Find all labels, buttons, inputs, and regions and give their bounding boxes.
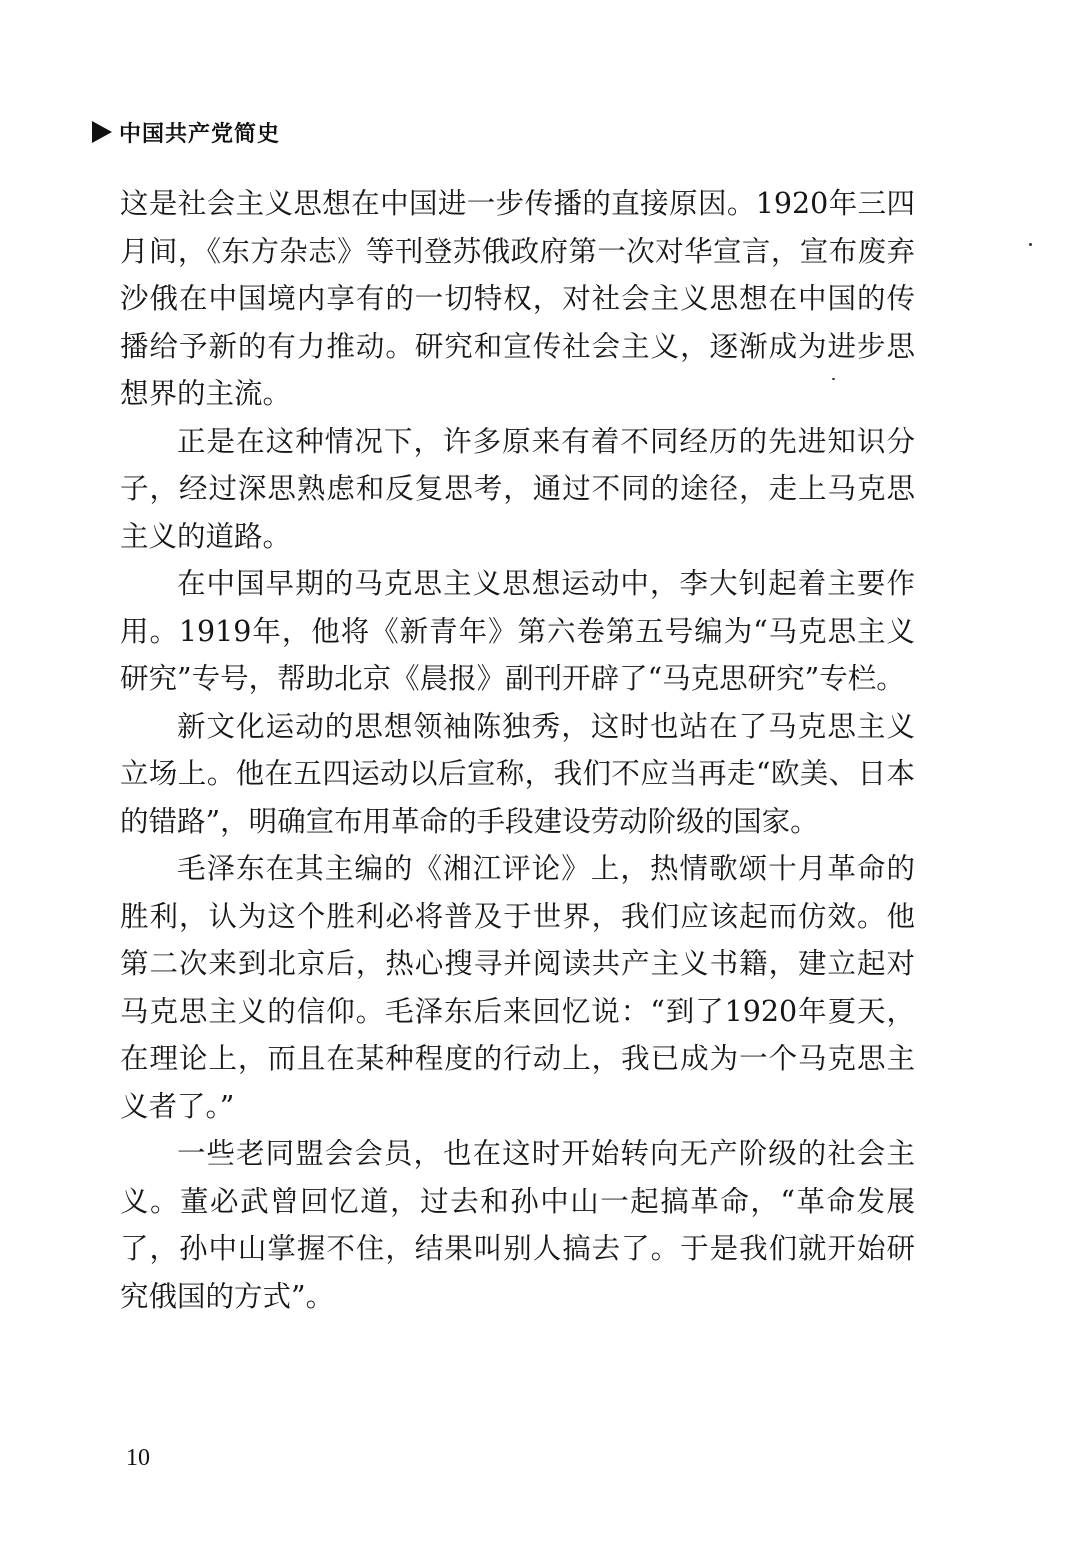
paragraph: 在中国早期的马克思主义思想运动中，李大钊起着主要作用。1919年，他将《新青年》第六卷第五号编为“马克思主义研究”专号，帮助北京《晨报》副刊开辟了“马克思研究”专栏。: [120, 567, 915, 695]
triangle-arrow-icon: [92, 121, 112, 143]
scan-speck: [832, 378, 835, 380]
running-header: [92, 116, 280, 148]
page-number: 10: [126, 1445, 150, 1471]
paragraph: 毛泽东在其主编的《湘江评论》上，热情歌颂十月革命的胜利，认为这个胜利必将普及于世界，我们应该起而仿效。他第二次来到北京后，热心搜寻并阅读共产主义书籍，建立起对马克思主义的信仰。毛泽东后来回忆说：“到了1920年夏天，在理论上，而且在某种程度的行动上，我已成为一个马克思主义者了。”: [120, 852, 915, 1123]
paragraph: 一些老同盟会会员，也在这时开始转向无产阶级的社会主义。董必武曾回忆道，过去和孙中山一起搞革命，“革命发展了，孙中山掌握不住，结果叫别人搞去了。于是我们就开始研究俄国的方式”。: [120, 1137, 915, 1313]
scan-speck: [1029, 243, 1032, 246]
paragraph: 正是在这种情况下，许多原来有着不同经历的先进知识分子，经过深思熟虑和反复思考，通过不同的途径，走上马克思主义的道路。: [120, 424, 915, 553]
paragraph: 新文化运动的思想领袖陈独秀，这时也站在了马克思主义立场上。他在五四运动以后宣称，我们不应当再走“欧美、日本的错路”，明确宣布用革命的手段建设劳动阶级的国家。: [120, 709, 915, 838]
paragraph: 这是社会主义思想在中国进一步传播的直接原因。1920年三四月间，《东方杂志》等刊登苏俄政府第一次对华宣言，宣布废弃沙俄在中国境内享有的一切特权，对社会主义思想在中国的传播给予新的有力推动。研究和宣传社会主义，逐渐成为进步思想界的主流。: [120, 187, 915, 410]
running-header-title: 中国共产党简史: [119, 121, 281, 147]
body-text: [120, 180, 915, 1320]
